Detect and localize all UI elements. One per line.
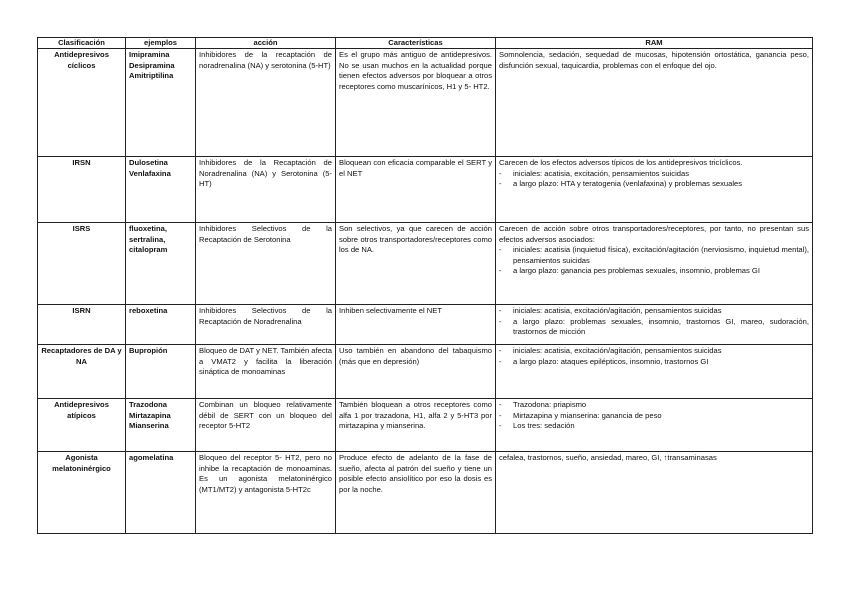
cell-caracteristicas: Uso también en abandono del tabaquismo (más que en depresión) xyxy=(336,345,496,399)
ejemplo-item: Desipramina xyxy=(129,60,175,70)
cell-ram xyxy=(496,452,813,534)
table-row xyxy=(38,345,813,399)
ejemplo-item: Mianserina xyxy=(129,421,169,431)
cell-caracteristicas: Inhiben selectivamente el NET xyxy=(336,305,496,345)
cell-accion: Bloqueo del receptor 5- HT2, pero no inhibe la recaptación de monoaminas. Es un agonista melatoninérgico (MT1/MT2) y antagonista 5-HT2c xyxy=(196,452,336,534)
header-clasificacion: Clasificación xyxy=(38,38,126,49)
header-ejemplos: ejemplos xyxy=(126,38,196,49)
table-row xyxy=(38,157,813,223)
cell-ejemplos xyxy=(126,399,196,452)
ram-item: - iniciales: acatisia, excitación/agitación, pensamientos suicidas xyxy=(499,306,809,317)
cell-clasificacion: Agonista melatoninérgico xyxy=(38,452,126,534)
table-row xyxy=(38,399,813,452)
ejemplo-item: Mirtazapina xyxy=(129,410,171,420)
cell-ejemplos xyxy=(126,305,196,345)
cell-clasificacion: Antidepresivos atípicos xyxy=(38,399,126,452)
ejemplo-item: fluoxetina, xyxy=(129,224,167,233)
table-row xyxy=(38,223,813,305)
ejemplo-item: sertralina, xyxy=(129,234,166,244)
header-accion: acción xyxy=(196,38,336,49)
cell-accion: Inhibidores de la Recaptación de Noradrenalina (NA) y Serotonina (5-HT) xyxy=(196,157,336,223)
ram-list xyxy=(499,346,809,367)
cell-ejemplos xyxy=(126,49,196,157)
cell-ram xyxy=(496,345,813,399)
ram-list xyxy=(499,400,809,432)
ram-intro: Somnolencia, sedación, sequedad de mucosas, hipotensión ortostática, ganancia peso, disfunción sexual, taquicardia, problemas con el enfoque del ojo. xyxy=(499,50,809,70)
ram-intro: Carecen de acción sobre otros transportadores/receptores, por tanto, no presentan sus efectos adversos asociados: xyxy=(499,224,809,244)
cell-accion: Inhibidores de la recaptación de noradrenalina (NA) y serotonina (5-HT) xyxy=(196,49,336,157)
cell-caracteristicas: Produce efecto de adelanto de la fase de sueño, afecta al patrón del sueño y tiene un posible efecto ansiolítico por eso la dosis es por la noche. xyxy=(336,452,496,534)
table-header-row xyxy=(38,38,813,49)
cell-ram xyxy=(496,157,813,223)
ram-list xyxy=(499,169,809,190)
ram-item: - Los tres: sedación xyxy=(499,421,809,432)
cell-caracteristicas: También bloquean a otros receptores como alfa 1 por trazadona, H1, alfa 2 y 5-HT3 por mirtazapina y mianserina. xyxy=(336,399,496,452)
ram-item: - iniciales: acatisia, excitación, pensamientos suicidas xyxy=(499,169,809,180)
cell-ram xyxy=(496,399,813,452)
cell-accion: Inhibidores Selectivos de la Recaptación de Serotonina xyxy=(196,223,336,305)
ejemplo-item: Trazodona xyxy=(129,400,167,409)
ram-intro: cefalea, trastornos, sueño, ansiedad, mareo, GI, xyxy=(499,453,664,462)
ram-intro: Carecen de los efectos adversos típicos de los antidepresivos tricíclicos. xyxy=(499,158,743,167)
cell-caracteristicas: Bloquean con eficacia comparable el SERT y el NET xyxy=(336,157,496,223)
ram-list xyxy=(499,306,809,338)
ejemplo-item: Amitriptilina xyxy=(129,71,174,81)
cell-ejemplos xyxy=(126,223,196,305)
cell-caracteristicas: Es el grupo más antiguo de antidepresivos. No se usan muchos en la actualidad porque tienen efectos adversos por bloquear a otros receptores como muscarínicos, H1 y 5- HT2. xyxy=(336,49,496,157)
arrow-up-icon: ↑ xyxy=(663,453,668,462)
ram-list xyxy=(499,245,809,277)
ram-item: - Trazodona: priapismo xyxy=(499,400,809,411)
ram-item: - a largo plazo: HTA y teratogenia (venlafaxina) y problemas sexuales xyxy=(499,179,809,190)
cell-ram xyxy=(496,305,813,345)
ram-item: - Mirtazapina y mianserina: ganancia de peso xyxy=(499,411,809,422)
cell-ejemplos xyxy=(126,345,196,399)
ram-item: - iniciales: acatisia (inquietud física), excitación/agitación (nerviosismo, inquietud mental), pensamientos suicidas xyxy=(499,245,809,266)
ejemplo-item: citalopram xyxy=(129,245,168,255)
cell-clasificacion: ISRS xyxy=(38,223,126,305)
table-row xyxy=(38,49,813,157)
cell-accion: Combinan un bloqueo relativamente débil de SERT con un bloqueo del receptor 5-HT2 xyxy=(196,399,336,452)
ejemplo-item: Dulosetina xyxy=(129,158,168,167)
cell-clasificacion: Recaptadores de DA y NA xyxy=(38,345,126,399)
cell-ram xyxy=(496,223,813,305)
header-caracteristicas: Características xyxy=(336,38,496,49)
ram-item: - a largo plazo: ataques epilépticos, insomnio, trastornos GI xyxy=(499,357,809,368)
ejemplo-item: agomelatina xyxy=(129,453,174,462)
ram-item: - a largo plazo: ganancia pes problemas sexuales, insomnio, problemas GI xyxy=(499,266,809,277)
ram-item: - a largo plazo: problemas sexuales, insomnio, trastornos GI, mareo, sudoración, trastornos de micción xyxy=(499,317,809,338)
ram-tail: transaminasas xyxy=(667,453,717,462)
ejemplo-item: Venlafaxina xyxy=(129,168,171,178)
cell-clasificacion: Antidepresivos cíclicos xyxy=(38,49,126,157)
ejemplo-item: Imipramina xyxy=(129,50,170,59)
cell-accion: Inhibidores Selectivos de la Recaptación de Noradrenalina xyxy=(196,305,336,345)
cell-ejemplos xyxy=(126,157,196,223)
cell-accion: Bloqueo de DAT y NET. También afecta a VMAT2 y facilita la liberación sináptica de monoaminas xyxy=(196,345,336,399)
ram-item: - iniciales: acatisia, excitación/agitación, pensamientos suicidas xyxy=(499,346,809,357)
header-ram: RAM xyxy=(496,38,813,49)
ejemplo-item: reboxetina xyxy=(129,306,168,315)
antidepressant-table xyxy=(37,37,813,534)
table-row xyxy=(38,452,813,534)
table-row xyxy=(38,305,813,345)
cell-ram xyxy=(496,49,813,157)
ejemplo-item: Bupropión xyxy=(129,346,168,355)
cell-clasificacion: ISRN xyxy=(38,305,126,345)
cell-caracteristicas: Son selectivos, ya que carecen de acción sobre otros transportadores/receptores como los de NA. xyxy=(336,223,496,305)
cell-ejemplos xyxy=(126,452,196,534)
cell-clasificacion: IRSN xyxy=(38,157,126,223)
